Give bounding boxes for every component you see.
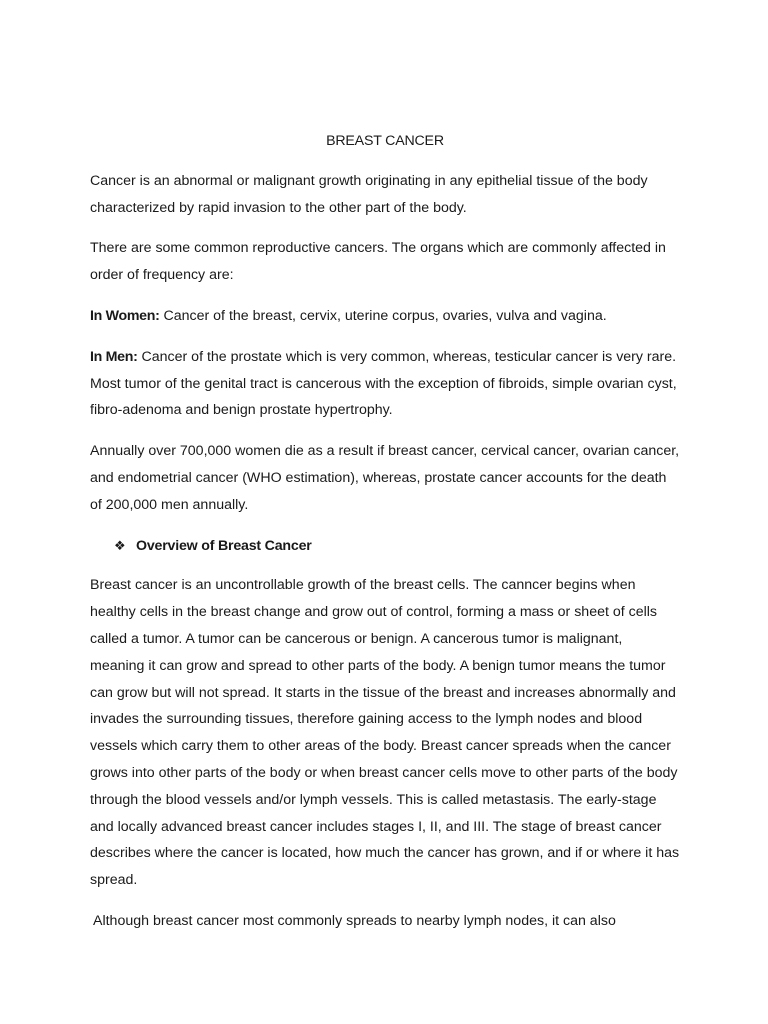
document-title: BREAST CANCER <box>326 133 444 149</box>
paragraph-men <box>90 344 680 424</box>
paragraph-spread: Although breast cancer most commonly spreads to nearby lymph nodes, it can also <box>93 912 616 929</box>
women-label: In Women: <box>90 307 160 324</box>
paragraph-cancer-definition: Cancer is an abnormal or malignant growth originating in any epithelial tissue of the body characterized by rapid invasion to the other part of the body. <box>90 172 648 216</box>
paragraph-reproductive-cancers: There are some common reproductive cancers. The organs which are commonly affected in order of frequency are: <box>90 240 666 284</box>
document-body <box>90 128 680 949</box>
diamond-bullet-icon: ❖ <box>114 537 126 553</box>
section-heading-overview <box>90 533 680 560</box>
men-text: Cancer of the prostate which is very common, whereas, testicular cancer is very rare. Most tumor of the genital tract is cancerous with the exception of fibroids, simple ovarian cyst, fibro-adenoma and benign prostate hypertrophy. <box>90 348 677 419</box>
overview-heading-text: Overview of Breast Cancer <box>136 537 312 554</box>
paragraph-overview: Breast cancer is an uncontrollable growth of the breast cells. The canncer begins when healthy cells in the breast change and grow out of control, forming a mass or sheet of cells called a tumor. A tumor can be cancerous or benign. A cancerous tumor is malignant, meaning it can grow and spread to other parts of the body. A benign tumor means the tumor can grow but will not spread. It starts in the tissue of the breast and increases abnormally and invades the surrounding tissues, therefore gaining access to the lymph nodes and blood vessels which carry them to other areas of the body. Breast cancer spreads when the cancer grows into other parts of the body or when breast cancer cells move to other parts of the body through the blood vessels and/or lymph vessels. This is called metastasis. The early-stage and locally advanced breast cancer includes stages I, II, and III. The stage of breast cancer describes where the cancer is located, how much the cancer has grown, and if or where it has spread. <box>90 577 680 889</box>
paragraph-women <box>90 303 680 330</box>
women-text: Cancer of the breast, cervix, uterine corpus, ovaries, vulva and vagina. <box>159 307 607 324</box>
paragraph-annual-deaths: Annually over 700,000 women die as a result if breast cancer, cervical cancer, ovarian cancer, and endometrial cancer (WHO estimation), whereas, prostate cancer accounts for the death of 200,000 men annually. <box>90 443 680 513</box>
men-label: In Men: <box>90 348 138 365</box>
